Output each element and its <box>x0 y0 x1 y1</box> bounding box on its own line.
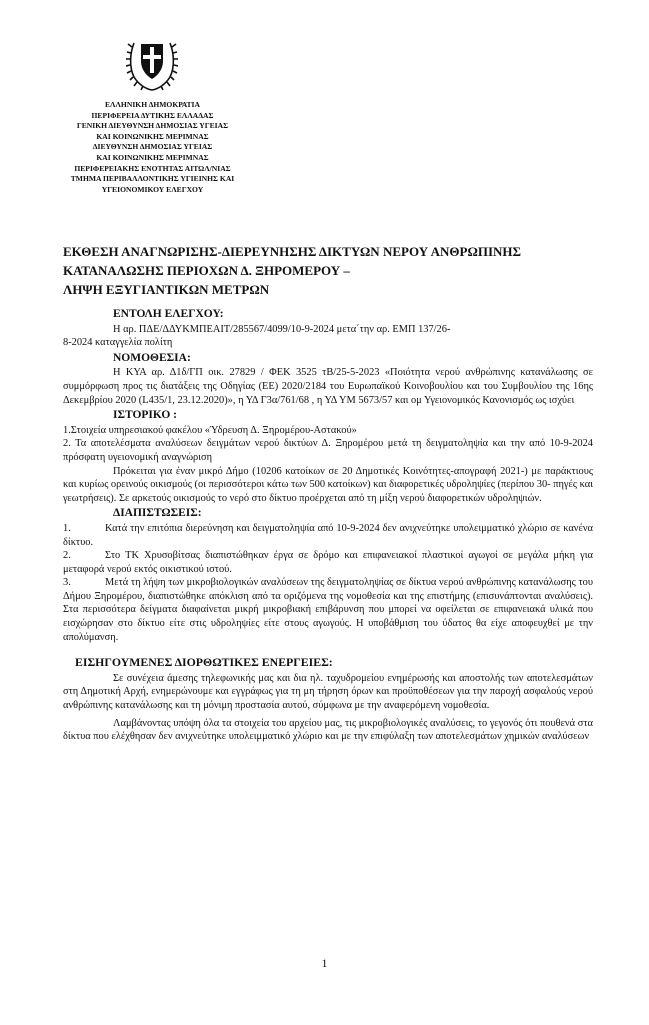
title-line: ΕΚΘΕΣΗ ΑΝΑΓΝΩΡΙΣΗΣ-ΔΙΕΡΕΥΝΗΣΗΣ ΔΙΚΤΥΩΝ ΝΕΡΟΥ ΑΝΘΡΩΠΙΝΗΣ <box>63 244 522 259</box>
greek-coat-of-arms-emblem <box>126 37 178 91</box>
header-line: ΚΑΙ ΚΟΙΝΩΝΙΚΗΣ ΜΕΡΙΜΝΑΣ <box>96 131 209 141</box>
header-line: ΔΙΕΥΘΥΝΣΗ ΔΗΜΟΣΙΑΣ ΥΓΕΙΑΣ <box>92 142 213 152</box>
header-line: ΚΑΙ ΚΟΙΝΩΝΙΚΗΣ ΜΕΡΙΜΝΑΣ <box>96 152 209 162</box>
header-line: ΓΕΝΙΚΗ ΔΙΕΥΘΥΝΣΗ ΔΗΜΟΣΙΑΣ ΥΓΕΙΑΣ <box>76 121 229 131</box>
finding-item <box>63 522 593 549</box>
finding-number: 1. <box>63 522 71 534</box>
history-item: 1.Στοιχεία υπηρεσιακού φακέλου «Ύδρευση Δ. Ξηρομέρου-Αστακού» <box>63 424 357 436</box>
issuing-authority-header <box>55 100 250 195</box>
report-title <box>63 242 603 299</box>
finding-item <box>63 576 593 644</box>
history-paragraph: Πρόκειται για έναν μικρό Δήμο (10206 κατοίκων σε 20 Δημοτικές Κοινότητες-απογραφή 2021-) με παράκτιους και κυρίως ορεινούς οικισμούς (οι περισσότεροι κάτω των 500 κατοίκων) και διαφορετικές υδροληψίες (περίπου 30- πηγές και γεωτρήσεις). Σε αρκετούς οικισμούς το νερό στο δίκτυο προέρχεται από τη μίξη νερού διαφορετικών υδροληψιών. <box>63 465 593 504</box>
report-body <box>63 306 593 744</box>
page-number: 1 <box>321 956 328 970</box>
title-line: ΚΑΤΑΝΑΛΩΣΗΣ ΠΕΡΙΟΧΩΝ Δ. ΞΗΡΟΜΕΡΟΥ – <box>63 263 350 278</box>
finding-number: 3. <box>63 577 71 589</box>
title-line: ΛΗΨΗ ΕΞΥΓΙΑΝΤΙΚΩΝ ΜΕΤΡΩΝ <box>63 282 270 297</box>
legislation-text: Η ΚΥΑ αρ. Δ1δ/ΓΠ οικ. 27829 / ΦΕΚ 3525 τΒ/25-5-2023 «Ποιότητα νερού ανθρώπινης κατανάλωσης σε συμμόρφωση προς τις διατάξεις της Οδηγίας (ΕΕ) 2020/2184 του Ευρωπαϊκού Κοινοβουλίου και του Συμβουλίου της 16ης Δεκεμβρίου 2020 (L435/1, 23.12.2020)», η ΥΔ Γ3α/761/68 , η ΥΔ ΥΜ 5673/57 και ομ Υγειονομικός Κανονισμός ως ισχύει <box>63 367 593 406</box>
finding-text: Κατά την επιτόπια διερεύνηση και δειγματοληψία από 10-9-2024 δεν ανιχνεύτηκε υπολειμματικό χλώριο σε κανένα δίκτυο. <box>63 522 593 548</box>
findings-heading: ΔΙΑΠΙΣΤΩΣΕΙΣ: <box>113 507 202 520</box>
header-line: ΠΕΡΙΦΕΡΕΙΑ ΔΥΤΙΚΗΣ ΕΛΛΑΔΑΣ <box>91 110 214 120</box>
order-text-line: Η αρ. ΠΔΕ/ΔΔΥΚΜΠΕΑΙΤ/285567/4099/10-9-2024 μετα΄την αρ. ΕΜΠ 137/26- <box>113 323 451 335</box>
order-heading: ΕΝΤΟΛΗ ΕΛΕΓΧΟΥ: <box>113 308 224 320</box>
header-line: ΤΜΗΜΑ ΠΕΡΙΒΑΛΛΟΝΤΙΚΗΣ ΥΓΙΕΙΝΗΣ ΚΑΙ <box>70 174 235 184</box>
order-text-line: 8-2024 καταγγελία πολίτη <box>63 337 173 349</box>
header-line: ΠΕΡΙΦΕΡΕΙΑΚΗΣ ΕΝΟΤΗΤΑΣ ΑΙΤΩΛ/ΝΙΑΣ <box>74 163 231 173</box>
header-line: ΕΛΛΗΝΙΚΗ ΔΗΜΟΚΡΑΤΙΑ <box>104 100 200 109</box>
finding-item <box>63 549 593 576</box>
history-heading: ΙΣΤΟΡΙΚΟ : <box>113 409 178 422</box>
actions-paragraph: Σε συνέχεια άμεσης τηλεφωνικής μας και δια ηλ. ταχυδρομείου ενημέρωσής και αποστολής των αποτελεσμάτων στη Δημοτική Αρχή, ενημερώνουμε και εγγράφως για τη μη τήρηση όρων και προϋποθέσεων για την παροχή ασφαλούς νερού ανθρώπινης κατανάλωσης και τη μόνιμη προστασία αυτού, σύμφωνα με την αναφερόμενη νομοθεσία. <box>63 672 593 712</box>
finding-number: 2. <box>63 550 71 562</box>
actions-paragraph: Λαμβάνοντας υπόψη όλα τα στοιχεία του αρχείου μας, τις μικροβιολογικές αναλύσεις, το γεγονός ότι πουθενά στα δίκτυα που ελέχθησαν δεν ανιχνεύτηκε υπολειμματικό χλώριο και με την επιφύλαξη των αποτελεσμάτων χημικών αναλύσεων <box>63 717 593 743</box>
header-line: ΥΓΕΙΟΝΟΜΙΚΟΥ ΕΛΕΓΧΟΥ <box>101 184 204 194</box>
legislation-heading: ΝΟΜΟΘΕΣΙΑ: <box>113 351 191 364</box>
actions-heading: ΕΙΣΗΓΟΥΜΕΝΕΣ ΔΙΟΡΘΩΤΙΚΕΣ ΕΝΕΡΓΕΙΕΣ: <box>75 655 333 670</box>
finding-text: Μετά τη λήψη των μικροβιολογικών αναλύσεων της δειγματοληψίας σε δίκτυα νερού ανθρώπινης κατανάλωσης του Δήμου Ξηρομέρου, διαπιστώθηκε απόκλιση από τα οριζόμενα της νομοθεσία και της επιστήμης (επισυνάπτονται αναλύσεις). Στα περισσότερα δείγματα διαφαίνεται μικρή μικροβιακή επιβάρυνση που μπορεί να οφείλεται σε επιφανειακά υλικά που εισχώρησαν στο δίκτυο είτε στις υδροληψίες είτε στους αγωγούς. Η υποβάθμιση του ύδατος θα είχε αποφευχθεί με την απολύμανση. <box>63 577 593 643</box>
history-item: 2. Τα αποτελέσματα αναλύσεων δειγμάτων νερού δικτύων Δ. Ξηρομέρου μετά τη δειγματοληψία και την από 10-9-2024 πρόσφατη υγειονομική αναγνώριση <box>63 438 593 463</box>
finding-text: Στο ΤΚ Χρυσοβίτσας διαπιστώθηκαν έργα σε δρόμο και επιφανειακοί πλαστικοί αγωγοί σε μεγάλα μήκη για μεταφορά νερού εκτός οικιστικού ιστού. <box>63 550 593 575</box>
